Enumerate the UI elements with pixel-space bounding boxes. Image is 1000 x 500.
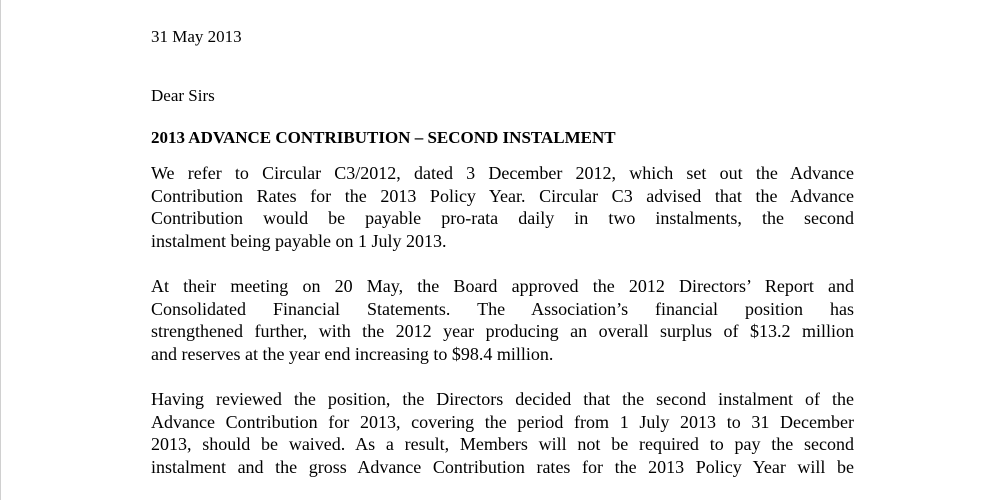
- paragraph-line: We refer to Circular C3/2012, dated 3 December 2012, which set out the Advance: [151, 163, 854, 183]
- letter-body: [151, 26, 854, 478]
- paragraph-line: and reserves at the year end increasing to $98.4 million.: [151, 343, 554, 364]
- paragraph-line: Contribution would be payable pro-rata daily in two instalments, the second: [151, 208, 854, 228]
- paragraph-2: [151, 275, 854, 365]
- paragraph-1: [151, 162, 854, 252]
- paragraph-line: Contribution Rates for the 2013 Policy Year. Circular C3 advised that the Advance: [151, 185, 854, 206]
- salutation: Dear Sirs: [151, 86, 215, 105]
- subject-heading: 2013 ADVANCE CONTRIBUTION – SECOND INSTALMENT: [151, 128, 616, 147]
- paragraph-line: instalment being payable on 1 July 2013.: [151, 230, 447, 251]
- paragraph-line: 2013, should be waived. As a result, Members will not be required to pay the second: [151, 434, 854, 454]
- letter-date: 31 May 2013: [151, 27, 242, 46]
- paragraph-line: At their meeting on 20 May, the Board approved the 2012 Directors’ Report and: [151, 276, 854, 296]
- paragraph-line: Consolidated Financial Statements. The Association’s financial position has: [151, 298, 854, 319]
- paragraph-line: Advance Contribution for 2013, covering the period from 1 July 2013 to 31 December: [151, 411, 854, 432]
- paragraph-line: strengthened further, with the 2012 year producing an overall surplus of $13.2 million: [151, 321, 854, 341]
- paragraph-3: [151, 388, 854, 478]
- paragraph-line: Having reviewed the position, the Directors decided that the second instalment of the: [151, 389, 854, 409]
- paragraph-line: instalment and the gross Advance Contribution rates for the 2013 Policy Year will be: [151, 456, 854, 477]
